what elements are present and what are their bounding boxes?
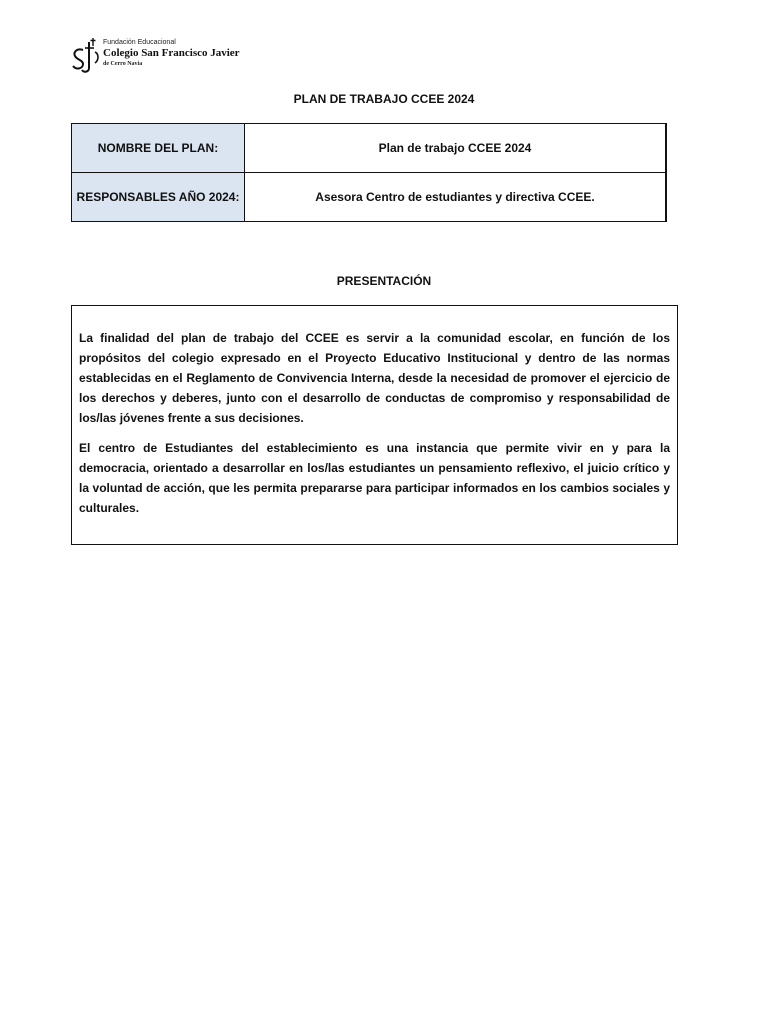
school-emblem-icon [71,36,101,74]
plan-name-label: NOMBRE DEL PLAN: [72,124,245,173]
responsibles-value: Asesora Centro de estudiantes y directiva CCEE. [245,173,667,222]
presentation-box [71,305,678,545]
responsibles-label: RESPONSABLES AÑO 2024: [72,173,245,222]
logo-location: de Cerro Navia [103,61,143,67]
presentation-heading: PRESENTACIÓN [336,274,432,288]
school-logo [71,36,246,76]
table-row [72,124,667,173]
plan-name-value: Plan de trabajo CCEE 2024 [245,124,667,173]
table-row [72,173,667,222]
logo-text [103,39,240,67]
plan-info-table [71,123,667,222]
presentation-paragraph-2: El centro de Estudiantes del establecimiento es una instancia que permite vivir en y para la democracia, orientado a desarrollar en los/las estudiantes un pensamiento reflexivo, el juicio crítico y la voluntad de acción, que les permita prepararse para participar informados en los cambios sociales y culturales. [79,441,670,515]
document-title: PLAN DE TRABAJO CCEE 2024 [293,92,475,106]
logo-school-name: Colegio San Francisco Javier [103,47,240,59]
presentation-paragraph-1: La finalidad del plan de trabajo del CCEE es servir a la comunidad escolar, en función de los propósitos del colegio expresado en el Proyecto Educativo Institucional y dentro de las normas establecidas en el Reglamento de Convivencia Interna, desde la necesidad de promover el ejercicio de los derechos y deberes, junto con el desarrollo de conductas de compromiso y responsabilidad de los/las jóvenes frente a sus decisiones. [79,331,670,425]
logo-foundation-name: Fundación Educacional [103,39,176,46]
